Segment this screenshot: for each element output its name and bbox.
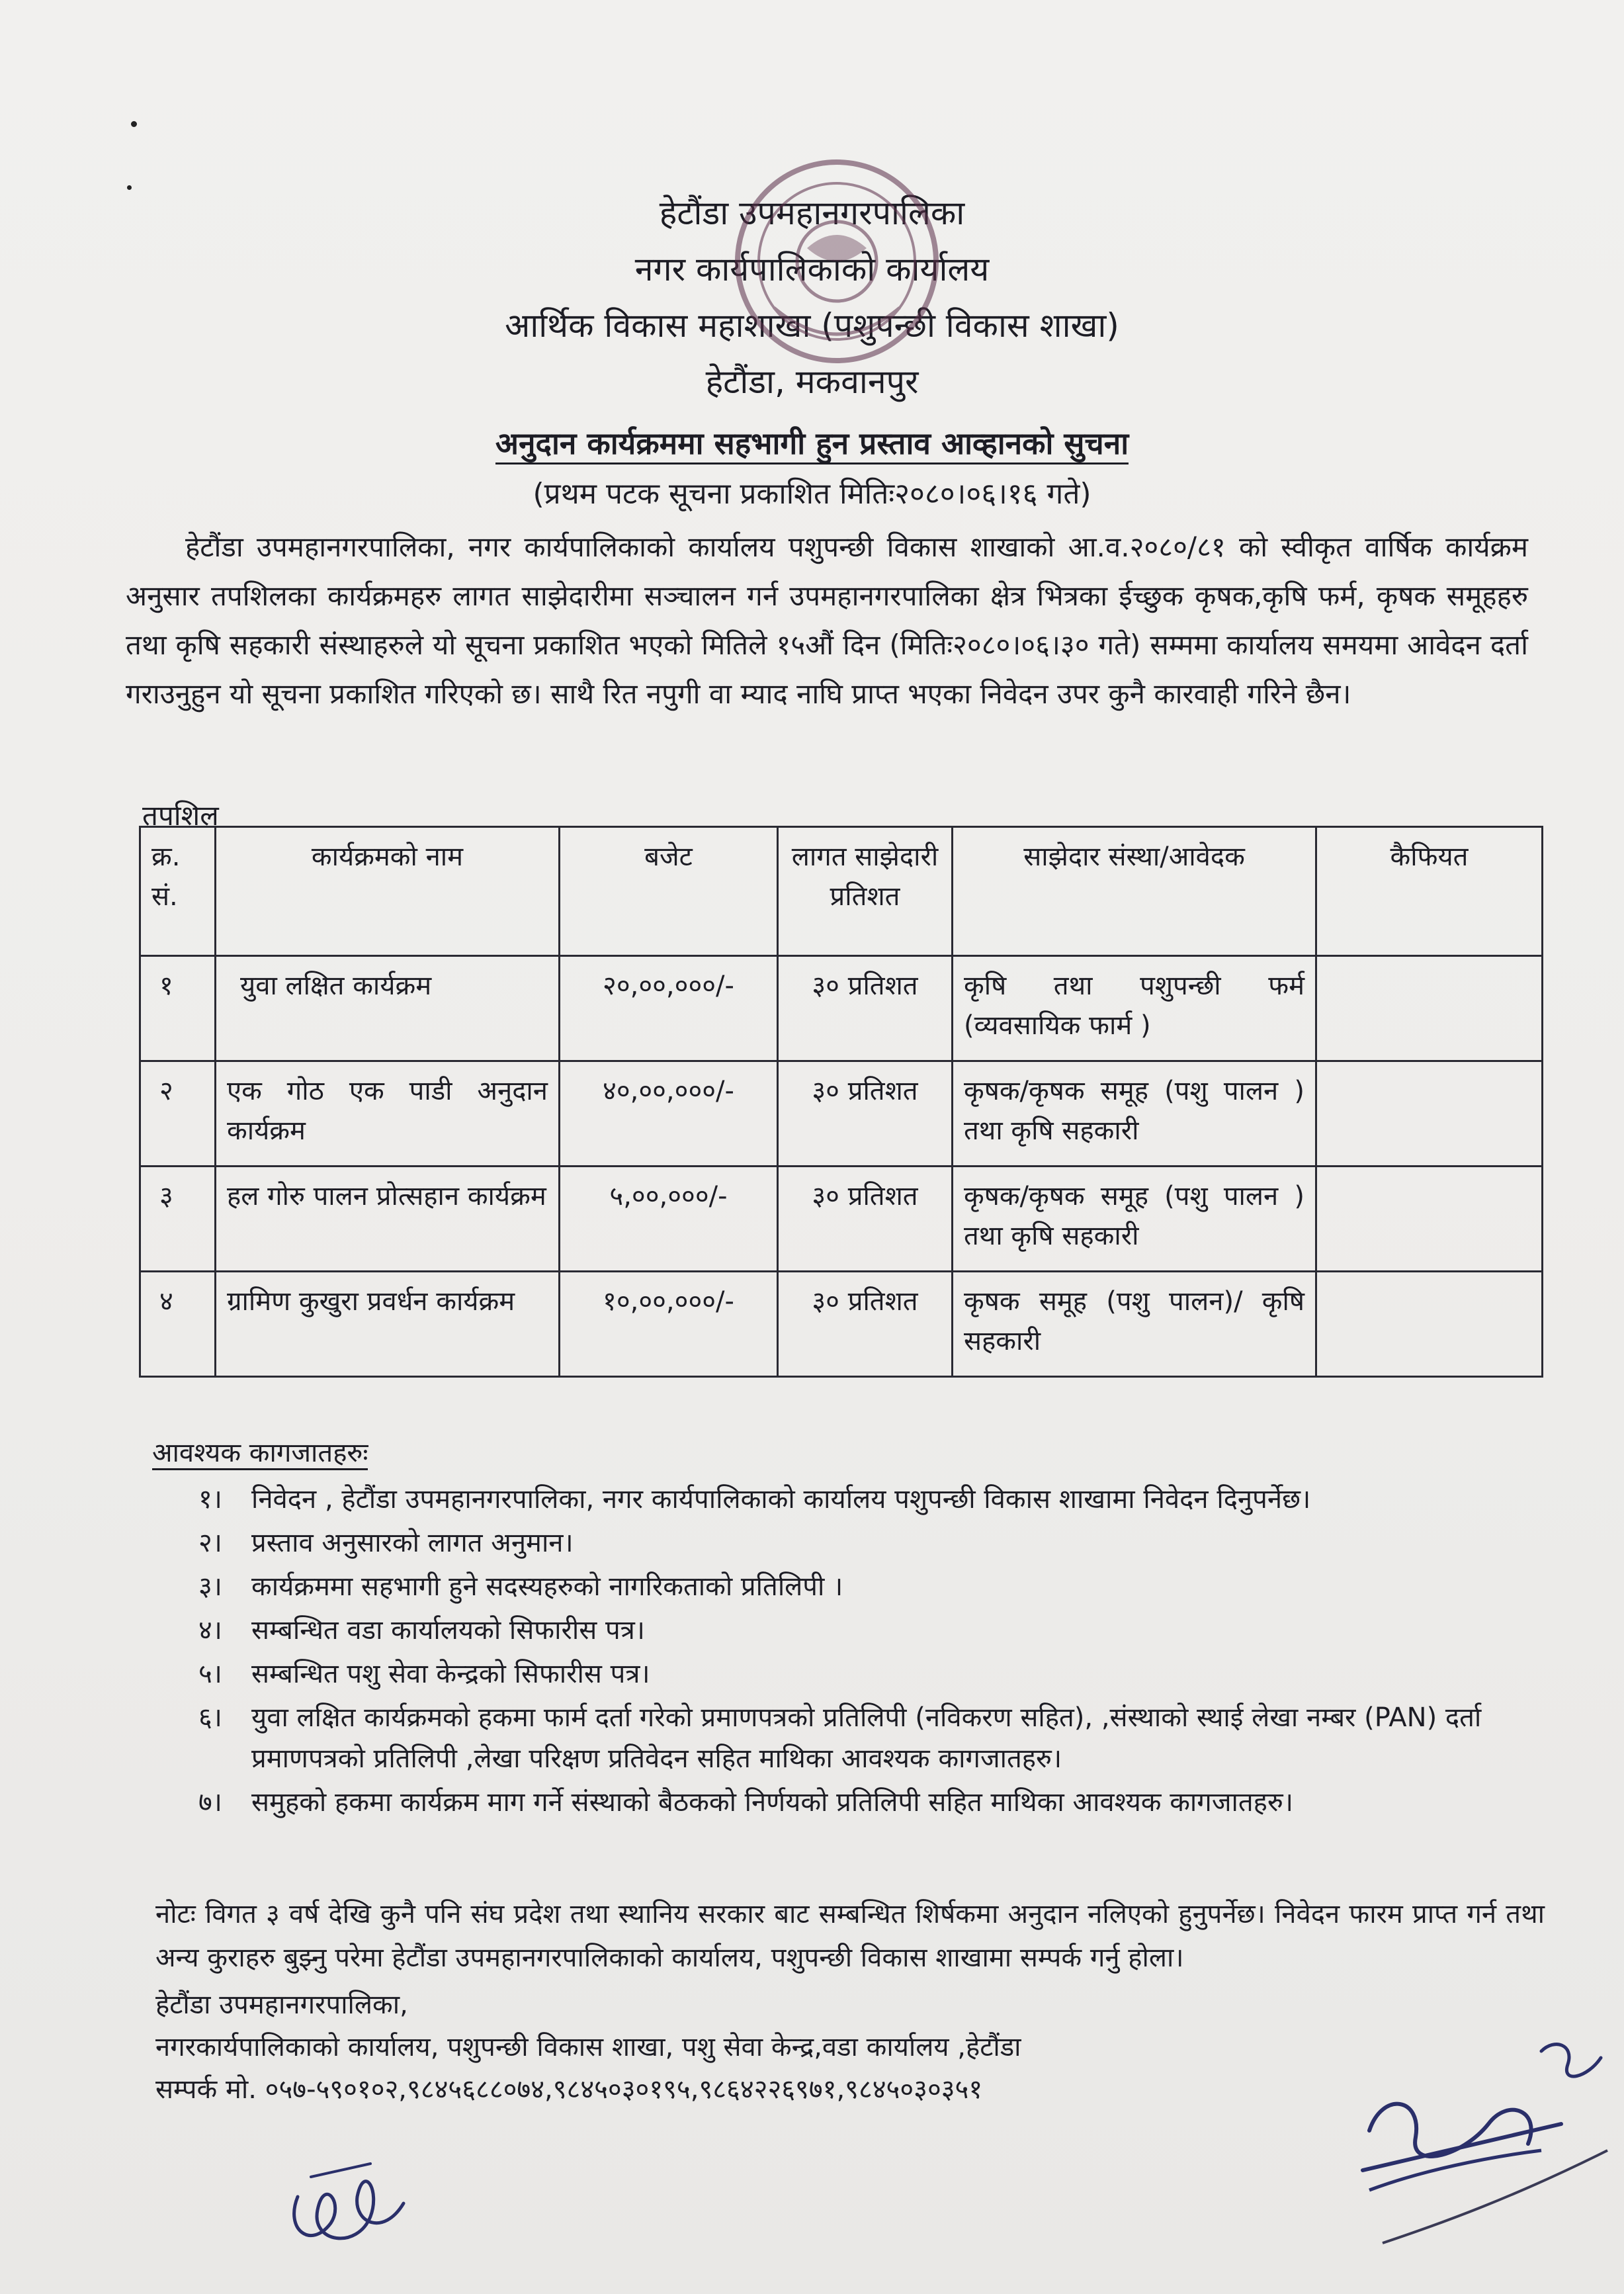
list-item: ३। कार्यक्रममा सहभागी हुने सदस्यहरुको नागरिकताको प्रतिलिपी । [198,1571,843,1602]
table-header-row [140,827,1543,956]
note-paragraph: नोटः विगत ३ वर्ष देखि कुनै पनि संघ प्रदेश तथा स्थानिय सरकार बाट सम्बन्धित शिर्षकमा अनुदान नलिएको हुनुपर्नेछ। निवेदन फारम प्राप्त गर्न तथा अन्य कुराहरु बुझ्नु परेमा हेटौंडा उपमहानगरपालिकाको कार्यालय, पशुपन्छी विकास शाखामा सम्पर्क गर्नु होला। [155,1899,1545,1973]
list-item: १। निवेदन , हेटौंडा उपमहानगरपालिका, नगर कार्यपालिकाको कार्यालय पशुपन्छी विकास शाखामा निवेदन दिनुपर्नेछ। [198,1484,1311,1515]
cell-partner: कृषक/कृषक समूह (पशु पालन ) तथा कृषि सहकारी [953,1061,1316,1167]
footer-office-units: नगरकार्यपालिकाको कार्यालय, पशुपन्छी विकास शाखा, पशु सेवा केन्द्र,वडा कार्यालय ,हेटौंडा [155,2032,1021,2062]
cell-budget: २०,००,०००/- [560,956,778,1061]
table-row [140,956,1543,1061]
required-documents-heading: आवश्यक कागजातहरुः [152,1434,368,1472]
list-item: ६। युवा लक्षित कार्यक्रमको हकमा फार्म दर्ता गरेको प्रमाणपत्रको प्रतिलिपी (नविकरण सहित), ,संस्थाको स्थाई लेखा नम्बर (PAN) दर्ता प्रमाणपत्रको प्रतिलिपी ,लेखा परिक्षण प्रतिवेदन सहित माथिका आवश्यक कागजातहरु। [198,1702,1482,1774]
office-name-line-1: हेटौंडा उपमहानगरपालिका [659,194,965,232]
notice-body [126,523,1528,719]
col-header-serial: क्र. सं. [140,827,216,956]
cell-cost-share: ३० प्रतिशत [778,1272,953,1377]
cell-cost-share: ३० प्रतिशत [778,1061,953,1167]
program-table [139,826,1543,1378]
list-item: ७। समुहको हकमा कार्यक्रम माग गर्ने संस्थाको बैठकको निर्णयको प्रतिलिपी सहित माथिका आवश्यक कागजातहरु। [198,1787,1293,1818]
publication-date-line: (प्रथम पटक सूचना प्रकाशित मितिः२०८०।०६।१६ गते) [533,477,1091,511]
initials-signature [271,2137,430,2263]
cell-budget: ५,००,०००/- [560,1167,778,1272]
col-header-program: कार्यक्रमको नाम [216,827,560,956]
table-row [140,1061,1543,1167]
cell-cost-share: ३० प्रतिशत [778,956,953,1061]
officer-signature-stamp [1343,2025,1614,2289]
required-documents-list [198,1479,1508,1826]
list-item: ५। सम्बन्धित पशु सेवा केन्द्रको सिफारीस पत्र। [198,1659,650,1689]
cell-program: एक गोठ एक पाडी अनुदान कार्यक्रम [216,1061,560,1167]
schedule-label: तपशिल [142,799,219,832]
cell-serial: १ [140,956,216,1061]
cell-budget: ४०,००,०००/- [560,1061,778,1167]
cell-remarks [1316,1167,1543,1272]
cell-remarks [1316,956,1543,1061]
table-row [140,1272,1543,1377]
col-header-cost-share: लागत साझेदारी प्रतिशत [778,827,953,956]
list-item: २। प्रस्ताव अनुसारको लागत अनुमान। [198,1528,574,1558]
cell-serial: ३ [140,1167,216,1272]
footer-contact: सम्पर्क मो. ०५७-५९०१०२,९८४५६८८०७४,९८४५०३०१९५,९८६४२२६९७१,९८४५०३०३५१ [155,2074,983,2105]
cell-program: ग्रामिण कुखुरा प्रवर्धन कार्यक्रम [216,1272,560,1377]
scan-speck [127,185,132,190]
list-item: ४। सम्बन्धित वडा कार्यालयको सिफारीस पत्र। [198,1615,645,1646]
notice-title: अनुदान कार्यक्रममा सहभागी हुन प्रस्ताव आव्हानको सुचना [0,423,1624,463]
cell-program: युवा लक्षित कार्यक्रम [216,956,560,1061]
office-name-line-2: नगर कार्यपालिकाको कार्यालय [634,250,990,288]
col-header-budget: बजेट [560,827,778,956]
cell-remarks [1316,1272,1543,1377]
cell-partner: कृषि तथा पशुपन्छी फर्म (व्यवसायिक फार्म ) [953,956,1316,1061]
cell-partner: कृषक/कृषक समूह (पशु पालन ) तथा कृषि सहकारी [953,1167,1316,1272]
cell-program: हल गोरु पालन प्रोत्सहान कार्यक्रम [216,1167,560,1272]
cell-remarks [1316,1061,1543,1167]
scan-speck [131,121,137,127]
cell-serial: ४ [140,1272,216,1377]
official-seal-stamp [728,149,946,374]
notice-body-text: हेटौंडा उपमहानगरपालिका, नगर कार्यपालिकाको कार्यालय पशुपन्छी विकास शाखाको आ.व.२०८०/८१ को स्वीकृत वार्षिक कार्यक्रम अनुसार तपशिलका कार्यक्रमहरु लागत साझेदारीमा सञ्चालन गर्न उपमहानगरपालिका क्षेत्र भित्रका ईच्छुक कृषक,कृषि फर्म, कृषक समूहहरु तथा कृषि सहकारी संस्थाहरुले यो सूचना प्रकाशित भएको मितिले १५औं दिन (मितिः२०८०।०६।३० गते) सम्ममा कार्यालय समयमा आवेदन दर्ता गराउनुहुन यो सूचना प्रकाशित गरिएको छ। साथै रित नपुगी वा म्याद नाघि प्राप्त भएका निवेदन उपर कुनै कारवाही गरिने छैन। [126,531,1528,710]
cell-serial: २ [140,1061,216,1167]
cell-budget: १०,००,०००/- [560,1272,778,1377]
office-name-line-3: आर्थिक विकास महाशाखा (पशुपन्छी विकास शाखा) [505,306,1119,345]
col-header-partner: साझेदार संस्था/आवेदक [953,827,1316,956]
table-row [140,1167,1543,1272]
cell-cost-share: ३० प्रतिशत [778,1167,953,1272]
col-header-remarks: कैफियत [1316,827,1543,956]
footer-office-name: हेटौंडा उपमहानगरपालिका, [155,1990,408,2020]
office-address: हेटौंडा, मकवानपुर [705,363,919,401]
cell-partner: कृषक समूह (पशु पालन)/ कृषि सहकारी [953,1272,1316,1377]
